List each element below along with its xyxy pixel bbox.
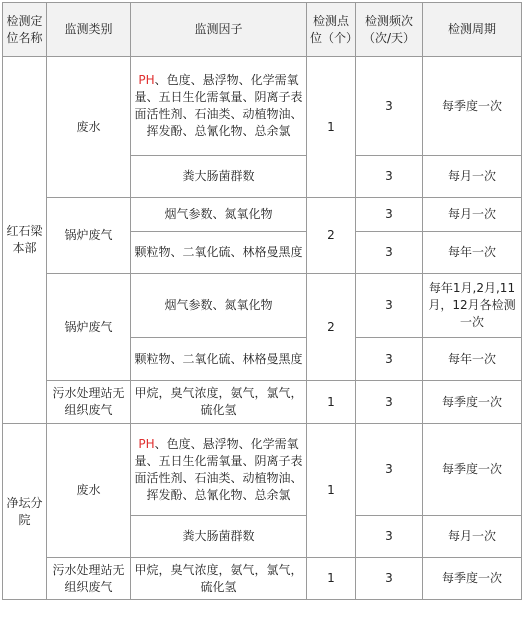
- frequency: 3: [356, 558, 423, 600]
- points: 1: [307, 424, 356, 558]
- header-factor: 监测因子: [131, 3, 307, 57]
- period: 每季度一次: [423, 381, 522, 424]
- points: 1: [307, 558, 356, 600]
- category: 污水处理站无组织废气: [47, 381, 131, 424]
- header-row: [3, 3, 522, 57]
- table-row: [3, 274, 522, 338]
- category: 废水: [47, 57, 131, 198]
- frequency: 3: [356, 274, 423, 338]
- points: 2: [307, 274, 356, 381]
- factor-cell: 粪大肠菌群数: [131, 516, 307, 558]
- factor-cell: 烟气参数、氮氧化物: [131, 274, 307, 338]
- factor-cell: 甲烷，臭气浓度，氨气，氯气，硫化氢: [131, 558, 307, 600]
- monitoring-table: [2, 2, 522, 600]
- period: 每年1月,2月,11月，12月各检测一次: [423, 274, 522, 338]
- points: 1: [307, 381, 356, 424]
- site-name: 净坛分院: [3, 424, 47, 600]
- category: 污水处理站无组织废气: [47, 558, 131, 600]
- period: 每月一次: [423, 156, 522, 198]
- period: 每年一次: [423, 338, 522, 381]
- frequency: 3: [356, 232, 423, 274]
- header-period: 检测周期: [423, 3, 522, 57]
- frequency: 3: [356, 156, 423, 198]
- frequency: 3: [356, 57, 423, 156]
- header-site: 检测定位名称: [3, 3, 47, 57]
- frequency: 3: [356, 424, 423, 516]
- table-row: [3, 424, 522, 516]
- factor-ph: PH: [138, 73, 155, 87]
- frequency: 3: [356, 338, 423, 381]
- factor-cell: 粪大肠菌群数: [131, 156, 307, 198]
- factor-cell: 颗粒物、二氧化硫、林格曼黑度: [131, 338, 307, 381]
- factor-cell: 甲烷，臭气浓度，氨气，氯气，硫化氢: [131, 381, 307, 424]
- period: 每月一次: [423, 198, 522, 232]
- factor-cell: 烟气参数、氮氧化物: [131, 198, 307, 232]
- factor-cell: [131, 424, 307, 516]
- category: 锅炉废气: [47, 198, 131, 274]
- period: 每月一次: [423, 516, 522, 558]
- period: 每年一次: [423, 232, 522, 274]
- frequency: 3: [356, 516, 423, 558]
- period: 每季度一次: [423, 558, 522, 600]
- site-name: 红石梁本部: [3, 57, 47, 424]
- category: 废水: [47, 424, 131, 558]
- frequency: 3: [356, 381, 423, 424]
- period: 每季度一次: [423, 424, 522, 516]
- frequency: 3: [356, 198, 423, 232]
- category: 锅炉废气: [47, 274, 131, 381]
- header-type: 监测类别: [47, 3, 131, 57]
- table-row: [3, 558, 522, 600]
- factor-cell: [131, 57, 307, 156]
- table-row: [3, 57, 522, 156]
- factor-ph: PH: [138, 436, 155, 451]
- period: 每季度一次: [423, 57, 522, 156]
- header-frequency: 检测频次（次/天）: [356, 3, 423, 57]
- factor-cell: 颗粒物、二氧化硫、林格曼黑度: [131, 232, 307, 274]
- points: 2: [307, 198, 356, 274]
- factor-text: 、色度、悬浮物、化学需氧量、五日生化需氧量、阴离子表面活性剂、石油类、动植物油、挥发酚、总氰化物、总余氯: [134, 73, 303, 138]
- table-row: [3, 198, 522, 232]
- table-row: [3, 381, 522, 424]
- points: 1: [307, 57, 356, 198]
- factor-text: 、色度、悬浮物、化学需氧量、五日生化需氧量、阴离子表面活性剂、石油类、动植物油、挥发酚、总氰化物、总余氯: [134, 436, 303, 502]
- header-points: 检测点位（个）: [307, 3, 356, 57]
